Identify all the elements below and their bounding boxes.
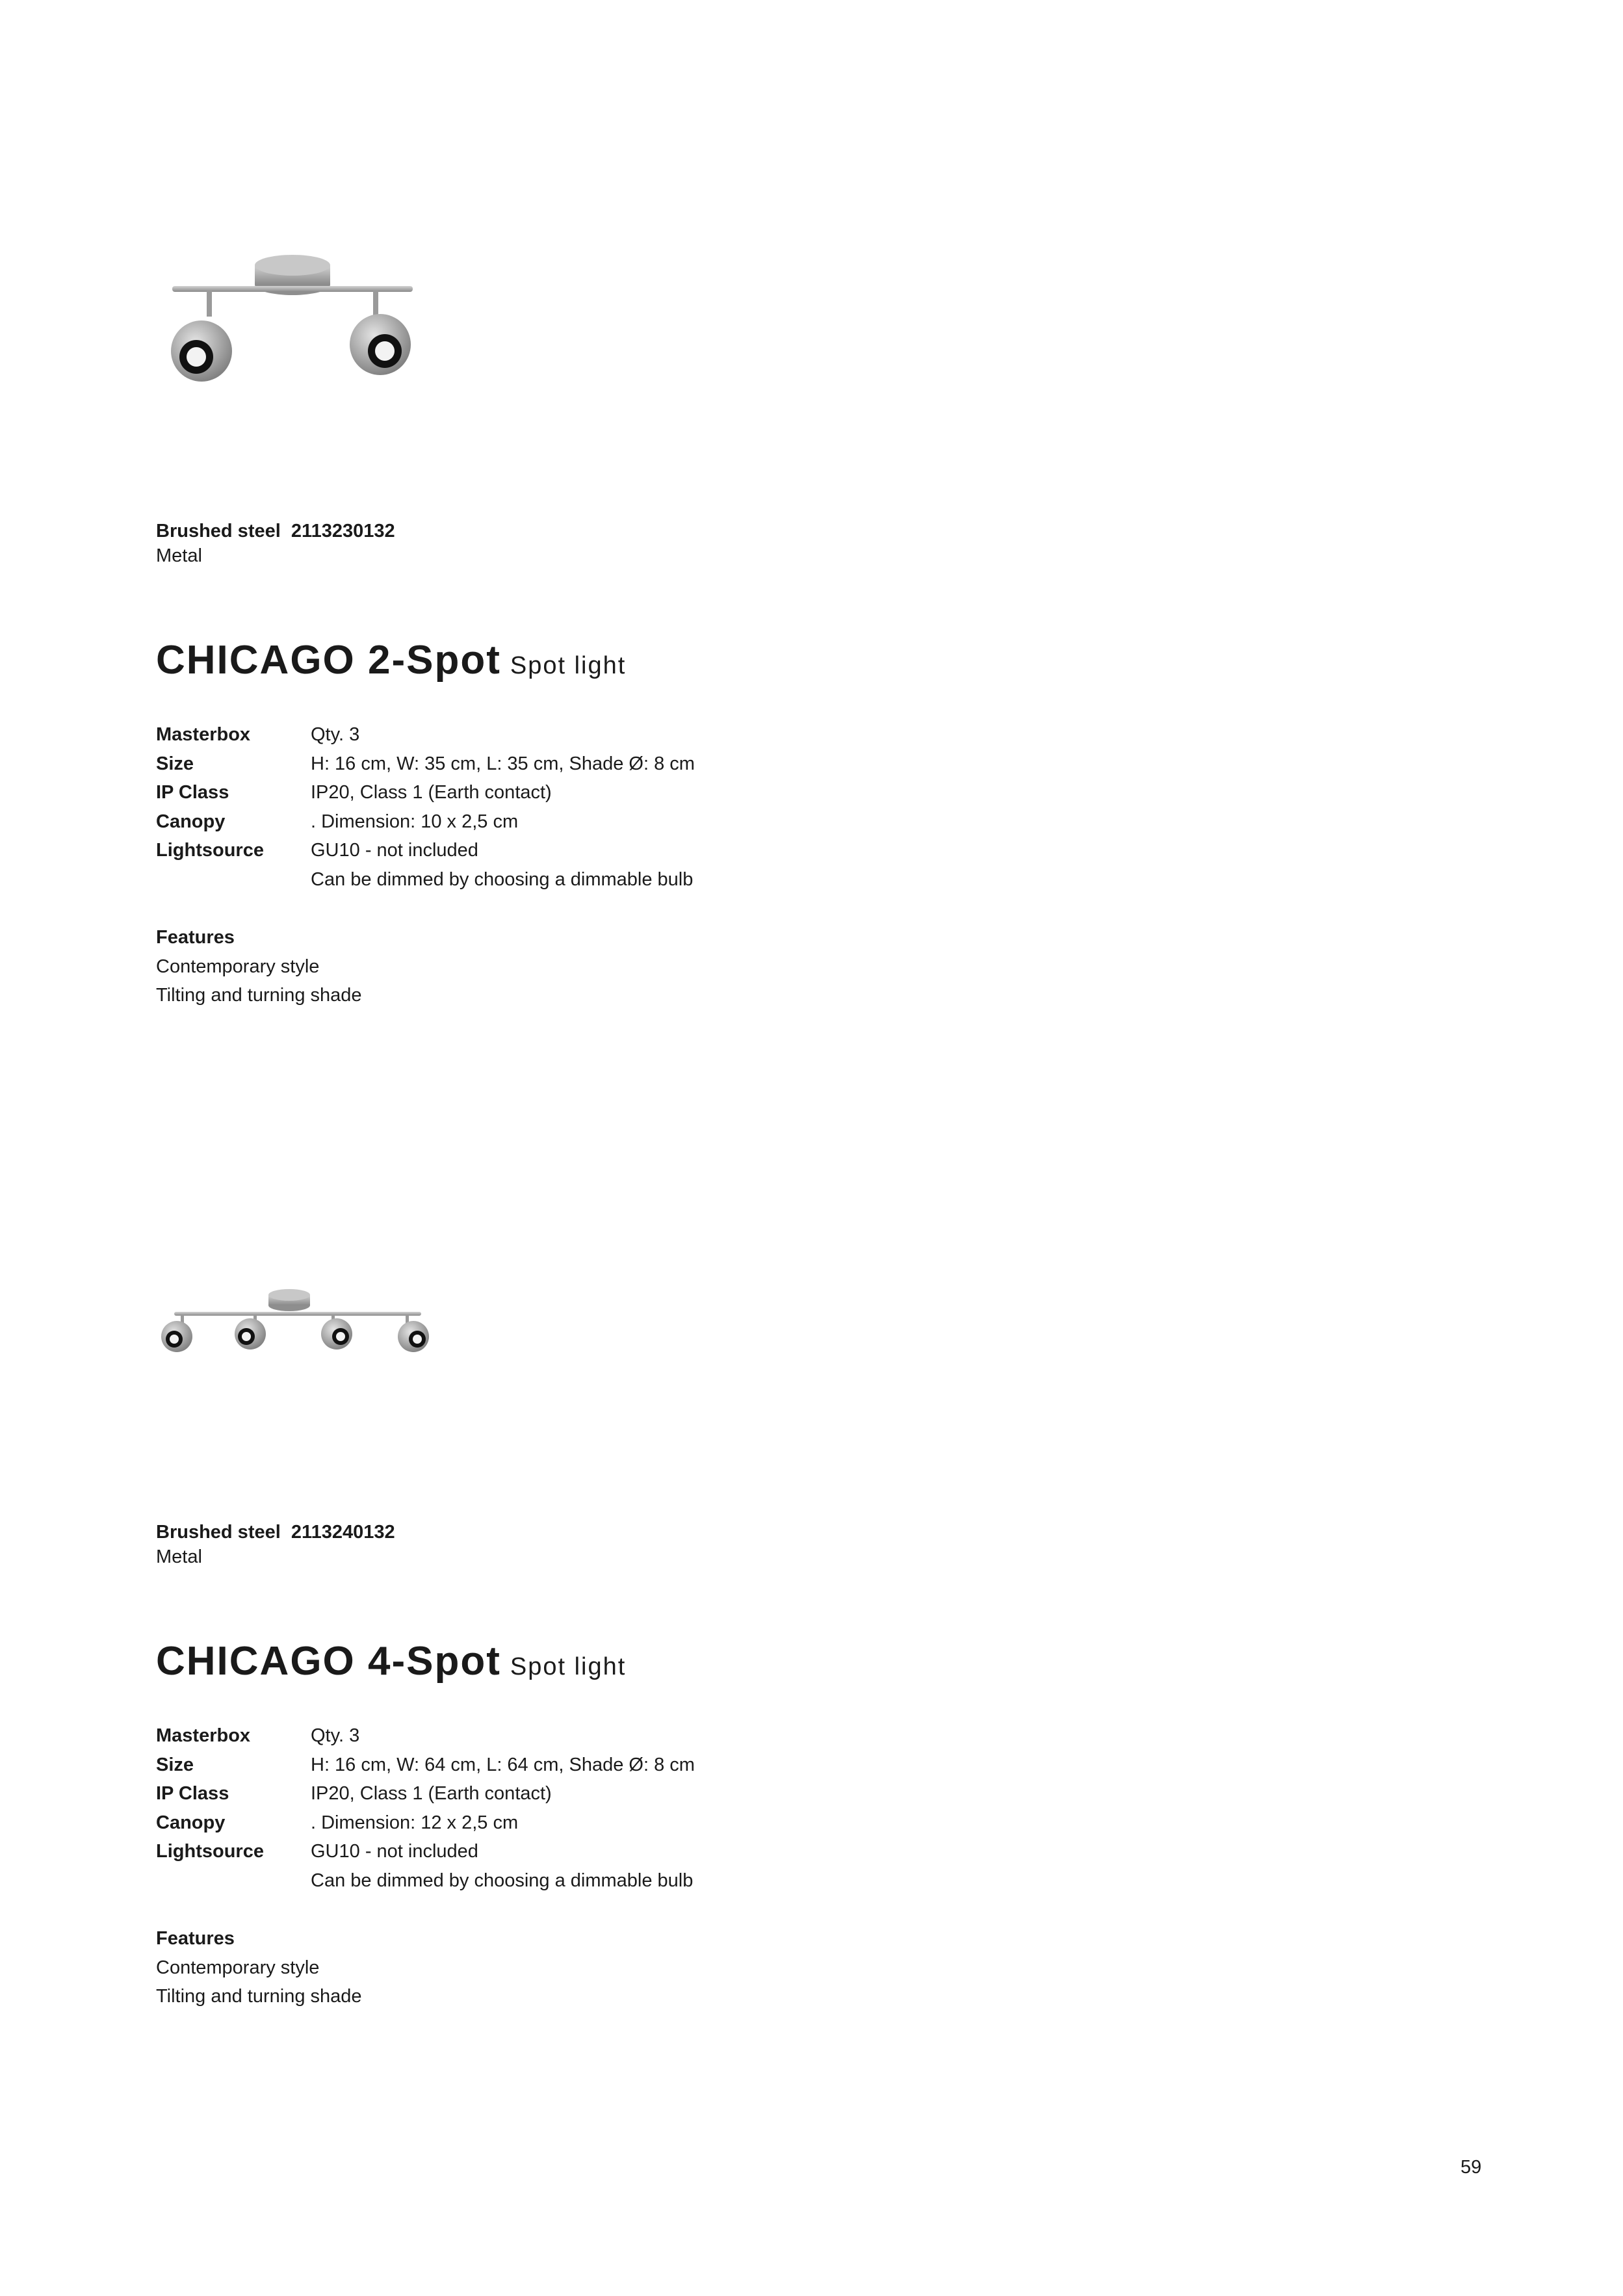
spec-value: H: 16 cm, W: 64 cm, L: 64 cm, Shade Ø: 8 cm (311, 1754, 695, 1775)
spec-label (156, 865, 311, 894)
spec-row (156, 1837, 695, 1866)
spec-label: Canopy (156, 811, 226, 832)
spec-label: Lightsource (156, 840, 264, 861)
spec-label: Size (156, 753, 194, 774)
spec-value: Qty. 3 (311, 1725, 360, 1746)
variant-code: 2113240132 (291, 1522, 395, 1543)
spec-label: IP Class (156, 782, 229, 803)
variant-code: 2113230132 (291, 521, 395, 541)
product-subtitle: Spot light (510, 652, 627, 679)
spec-value: Qty. 3 (311, 724, 360, 745)
spec-label (156, 1866, 311, 1896)
spec-value: Can be dimmed by choosing a dimmable bulb (311, 868, 694, 890)
spec-row (156, 1808, 695, 1838)
spec-row (156, 778, 695, 807)
page-number: 59 (1461, 2157, 1482, 2178)
spec-label: Size (156, 1754, 194, 1775)
features-heading: Features (156, 927, 235, 948)
spec-label: Lightsource (156, 1841, 264, 1862)
feature-item: Contemporary style (156, 956, 320, 977)
spec-value: IP20, Class 1 (Earth contact) (311, 782, 552, 803)
variant-info (156, 519, 395, 568)
spec-table (156, 1721, 695, 1895)
spec-row (156, 750, 695, 779)
spec-label: Masterbox (156, 724, 251, 745)
spec-row (156, 807, 695, 837)
spec-row (156, 865, 695, 894)
spec-label: IP Class (156, 1783, 229, 1804)
features-block (156, 923, 362, 1010)
spec-row (156, 1721, 695, 1751)
feature-item: Tilting and turning shade (156, 1986, 362, 2007)
spec-row (156, 1751, 695, 1780)
spec-row (156, 1779, 695, 1808)
spec-row (156, 720, 695, 750)
product-subtitle: Spot light (510, 1653, 627, 1680)
spec-value: . Dimension: 10 x 2,5 cm (311, 811, 519, 832)
variant-info (156, 1520, 395, 1569)
product-title (156, 637, 626, 683)
spec-row (156, 836, 695, 865)
spec-value: Can be dimmed by choosing a dimmable bulb (311, 1870, 694, 1891)
feature-item: Contemporary style (156, 1957, 320, 1978)
features-heading: Features (156, 1928, 235, 1949)
variant-material: Metal (156, 545, 202, 566)
spec-label: Canopy (156, 1812, 226, 1833)
variant-finish: Brushed steel (156, 521, 281, 541)
product-name: CHICAGO 4-Spot (156, 1639, 501, 1684)
product-title (156, 1638, 626, 1684)
spec-row (156, 1866, 695, 1896)
product-photo-2-spot (156, 195, 442, 455)
spec-value: IP20, Class 1 (Earth contact) (311, 1783, 552, 1804)
product-name: CHICAGO 2-Spot (156, 638, 501, 683)
variant-material: Metal (156, 1546, 202, 1567)
spec-table (156, 720, 695, 894)
spec-value: H: 16 cm, W: 35 cm, L: 35 cm, Shade Ø: 8 cm (311, 753, 695, 774)
spec-value: GU10 - not included (311, 1841, 478, 1862)
variant-finish: Brushed steel (156, 1522, 281, 1543)
spec-label: Masterbox (156, 1725, 251, 1746)
spec-value: . Dimension: 12 x 2,5 cm (311, 1812, 519, 1833)
feature-item: Tilting and turning shade (156, 985, 362, 1006)
features-block (156, 1924, 362, 2011)
product-photo-4-spot (156, 1196, 442, 1456)
spec-value: GU10 - not included (311, 840, 478, 861)
